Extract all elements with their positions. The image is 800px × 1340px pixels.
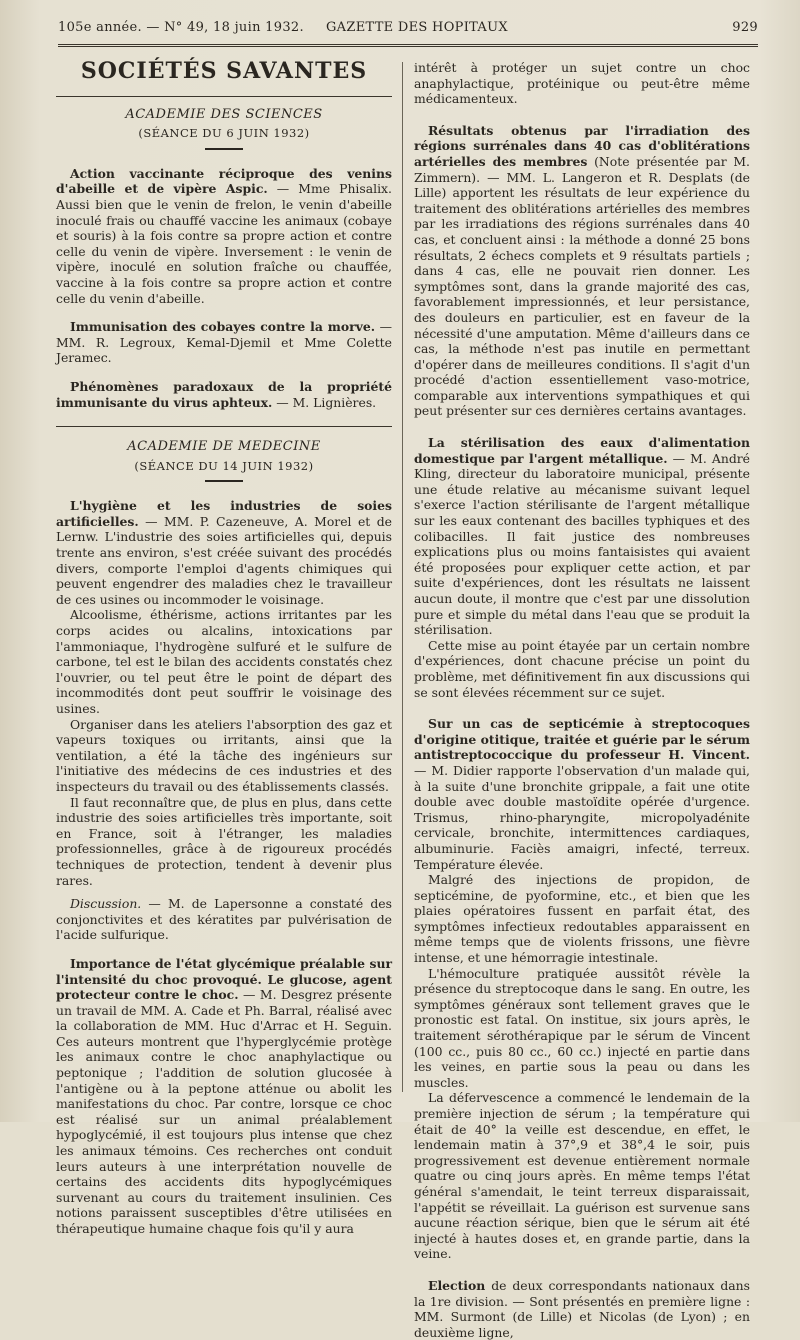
- article-body: — M. Desgrez présente un travail de MM. A. Cade et Ph. Barral, réalisé avec la collaboration de MM. Huc d'Arrac et H. Seguin. Ces auteurs montrent que l'hyperglycémie protège les animaux contre le choc anaphylactique ou peptonique ; l'addition de solution glucosée à l'antigène ou à la peptone atténue ou abolit les manifestations du choc. Par contre, lorsque ce choc est réalisé sur un animal préalablement hypoglycémié, il est toujours plus intense que chez les animaux témoins. Ces recherches ont conduit leurs auteurs à une interprétation nouvelle de certains des accidents dits hypoglycémiques survenant au cours du traitement insulinien. Ces notions paraissent susceptibles d'être utilisées en thérapeutique humaine chaque fois qu'il y aura: [56, 987, 392, 1236]
- article-aphteux: [56, 379, 392, 410]
- article-title: Immunisation des cobayes contre la morve.: [70, 319, 376, 335]
- article-title: Résultats obtenus par l'irradiation des régions surrénales dans 40 cas d'oblitérations artérielles des membres: [414, 122, 750, 169]
- page-number: 929: [732, 20, 758, 35]
- article-body: — Mme Phisalix. Aussi bien que le venin de frelon, le venin d'abeille inoculé frais ou chauffé vaccine les animaux (cobaye et souris) à la fois contre sa propre action et contre celle du venin de vipère. Inversement : le venin de vipère, inoculé en solution fraîche ou chauffée, vaccine à la fois contre sa propre action et contre celle du venin d'abeille.: [56, 181, 392, 306]
- article-body: — M. André Kling, directeur du laboratoire municipal, présente une étude relative au mécanisme suivant lequel s'exerce l'action stérilisante de l'argent métallique sur les eaux contenant des bacilles typhiques et des colibacilles. Il fait justice des nombreuses explications plus ou moins fantaisistes qui avaient été proposées pour expliquer cette action, et par suite d'expériences, dont les résultats ne laissent aucun doute, il montre que c'est par une dissolution pure et simple du métal dans l'eau que se produit la stérilisation.: [414, 450, 751, 638]
- section-rule: [56, 96, 392, 97]
- article-glycemie: [56, 956, 392, 1237]
- page-header: [58, 20, 758, 42]
- article-title: Importance de l'état glycémique préalable sur l'intensité du choc provoqué. Le glucose, agent protecteur contre le choc.: [56, 955, 392, 1003]
- section-title: SOCIÉTÉS SAVANTES: [80, 58, 368, 84]
- academy-sciences-seance: (SÉANCE DU 6 JUIN 1932): [138, 126, 310, 141]
- paragraph: Cette mise au point étayée par un certain nombre d'expériences, dont chacune précise un point du problème, met définitivement fin aux discussions qui se sont élevées récemment sur ce sujet.: [414, 637, 750, 700]
- article-morve: [56, 319, 392, 366]
- paragraph: Malgré des injections de propidon, de septicémine, de pyoformine, etc., et bien que les plaies opératoires fussent en parfait état, des symptômes infectieux redoutables apparaissent en même temps que de violents frissons, une fièvre intense, et une hémorragie intestinale.: [414, 872, 750, 966]
- article-septicemie: [414, 716, 750, 872]
- article-title: Election: [428, 1277, 486, 1293]
- article-body: — MM. R. Legroux, Kemal-Djemil et Mme Colette Jeramec.: [56, 319, 392, 366]
- academy-medecine-seance: (SÉANCE DU 14 JUIN 1932): [134, 458, 314, 473]
- article-sterilisation: [414, 435, 750, 638]
- academy-sciences-heading: ACADEMIE DES SCIENCES: [125, 106, 323, 122]
- article-title: Action vaccinante réciproque des venins d'abeille et de vipère Aspic.: [56, 165, 392, 197]
- article-title: La stérilisation des eaux d'alimentation domestique par l'argent métallique.: [414, 435, 750, 466]
- article-surrenales: [414, 123, 750, 419]
- short-rule: [205, 148, 243, 150]
- paragraph: Il faut reconnaître que, de plus en plus, dans cette industrie des soies artificielles très importante, soit en France, soit à l'étranger, les maladies professionnelles, grâce à de rigoureux procédés techniques de protection, tendent à devenir plus rares.: [56, 794, 392, 888]
- article-body: de deux correspondants nationaux dans la 1re division. — Sont présentés en première ligne : MM. Surmont (de Lille) et Nicolas (de Lyon) ; en deuxième ligne,: [414, 1277, 750, 1340]
- article-discussion: [56, 896, 392, 943]
- short-rule: [205, 480, 243, 482]
- article-title: Phénomènes paradoxaux de la propriété immunisante du virus aphteux.: [56, 378, 392, 410]
- article-body: — M. Lignières.: [272, 394, 377, 410]
- article-title: Sur un cas de septicémie à streptocoques d'origine otitique, traitée et guérie par le sérum antistreptococcique du professeur H. Vincent.: [414, 716, 750, 763]
- paragraph: La défervescence a commencé le lendemain de la première injection de sérum ; la température qui était de 40° la veille est descendue, en effet, le lendemain matin à 37°,9 et 38°,4 le soir, puis progressivement est devenue entièrement normale quatre ou cinq jours après. En même temps l'état général s'amendait, le teint terreux disparaissait, l'appétit se réveillait. La guérison est survenue sans aucune réaction sérique, bien que le sérum ait été injecté à hautes doses et, en grande partie, dans la veine.: [414, 1090, 750, 1262]
- article-body: (Note présentée par M. Zimmern). — MM. L. Langeron et R. Desplats (de Lille) apportent les résultats de leur expérience du traitement des oblitérations artérielles des membres par les irradiations des régions surrénales dans 40 cas, et concluent ainsi : la méthode a donné 25 bons résultats, 2 échecs complets et 9 résultats partiels ; dans 4 cas, elle ne pouvait rien donner. Les symptômes sont, dans la grande majorité des cas, favorablement impressionnés, et leur persistance, des douleurs en particulier, est en faveur de la nécessité d'une amputation. Même d'ailleurs dans ce cas, la méthode n'est pas inutile en permettant d'opérer dans de meilleures conditions. Il s'agit d'un procédé d'action essentiellement vaso-motrice, comparable aux interventions sympathiques et qui peut présenter sur ces dernières certains avantages.: [414, 153, 750, 419]
- paragraph: Alcoolisme, éthérisme, actions irritantes par les corps acides ou alcalins, intoxications par l'ammoniaque, l'hydrogène sulfuré et le sulfure de carbone, tel est le bilan des accidents constatés chez l'ouvrier, ou tel peut être le point de départ des incommodités dont peut souffrir le voisinage des usines.: [56, 607, 392, 716]
- paragraph: intérêt à protéger un sujet contre un choc anaphylactique, protéinique ou peut-être même médicamenteux.: [414, 60, 750, 107]
- issue-info: 105e année. — N° 49, 18 juin 1932.: [58, 20, 304, 35]
- article-hygiene: [56, 498, 392, 607]
- column-divider: [402, 62, 403, 1092]
- article-body: — M. de Lapersonne a constaté des conjonctivites et des kératites par pulvérisation de l'acide sulfurique.: [56, 896, 392, 943]
- journal-title: GAZETTE DES HOPITAUX: [326, 20, 508, 35]
- header-rule: [58, 44, 758, 47]
- paragraph: L'hémoculture pratiquée aussitôt révèle la présence du streptocoque dans le sang. En outre, les symptômes généraux sont tellement graves que le pronostic est fatal. On institue, six jours après, le traitement sérothérapique par le sérum de Vincent (100 cc., puis 80 cc., 60 cc.) injecté en partie dans les veines, en partie sous la peau ou dans les muscles.: [414, 965, 750, 1090]
- article-body: — M. Didier rapporte l'observation d'un malade qui, à la suite d'une bronchite grippale, a fait une otite double avec double mastoïdite opérée d'urgence. Trismus, rhino-pharyngite, micropolyadénite cervicale, bronchite, intermittences cardiaques, albuminurie. Faciès amaigri, infecté, terreux. Température élevée.: [414, 762, 750, 872]
- article-election: [414, 1278, 750, 1340]
- article-title: L'hygiène et les industries de soies artificielles.: [56, 498, 392, 529]
- left-column: [56, 60, 392, 1237]
- academy-medecine-heading: ACADEMIE DE MEDECINE: [127, 439, 321, 455]
- discussion-label: Discussion.: [70, 896, 142, 912]
- article-venins: [56, 166, 392, 306]
- article-body: — MM. P. Cazeneuve, A. Morel et de Lernw. L'industrie des soies artificielles qui, depuis trente ans environ, s'est créée suivant des procédés divers, comporte l'emploi d'agents chimiques qui peuvent engendrer des maladies chez le travailleur de ces usines ou incommoder le voisinage.: [56, 513, 392, 607]
- academy-rule: [56, 426, 392, 427]
- right-column: [414, 60, 750, 1340]
- paragraph: Organiser dans les ateliers l'absorption des gaz et vapeurs toxiques ou irritants, ainsi que la ventilation, a été la tâche des ingénieurs sur l'initiative des médecins de ces industries et des inspecteurs du travail ou des établissements classés.: [56, 716, 392, 794]
